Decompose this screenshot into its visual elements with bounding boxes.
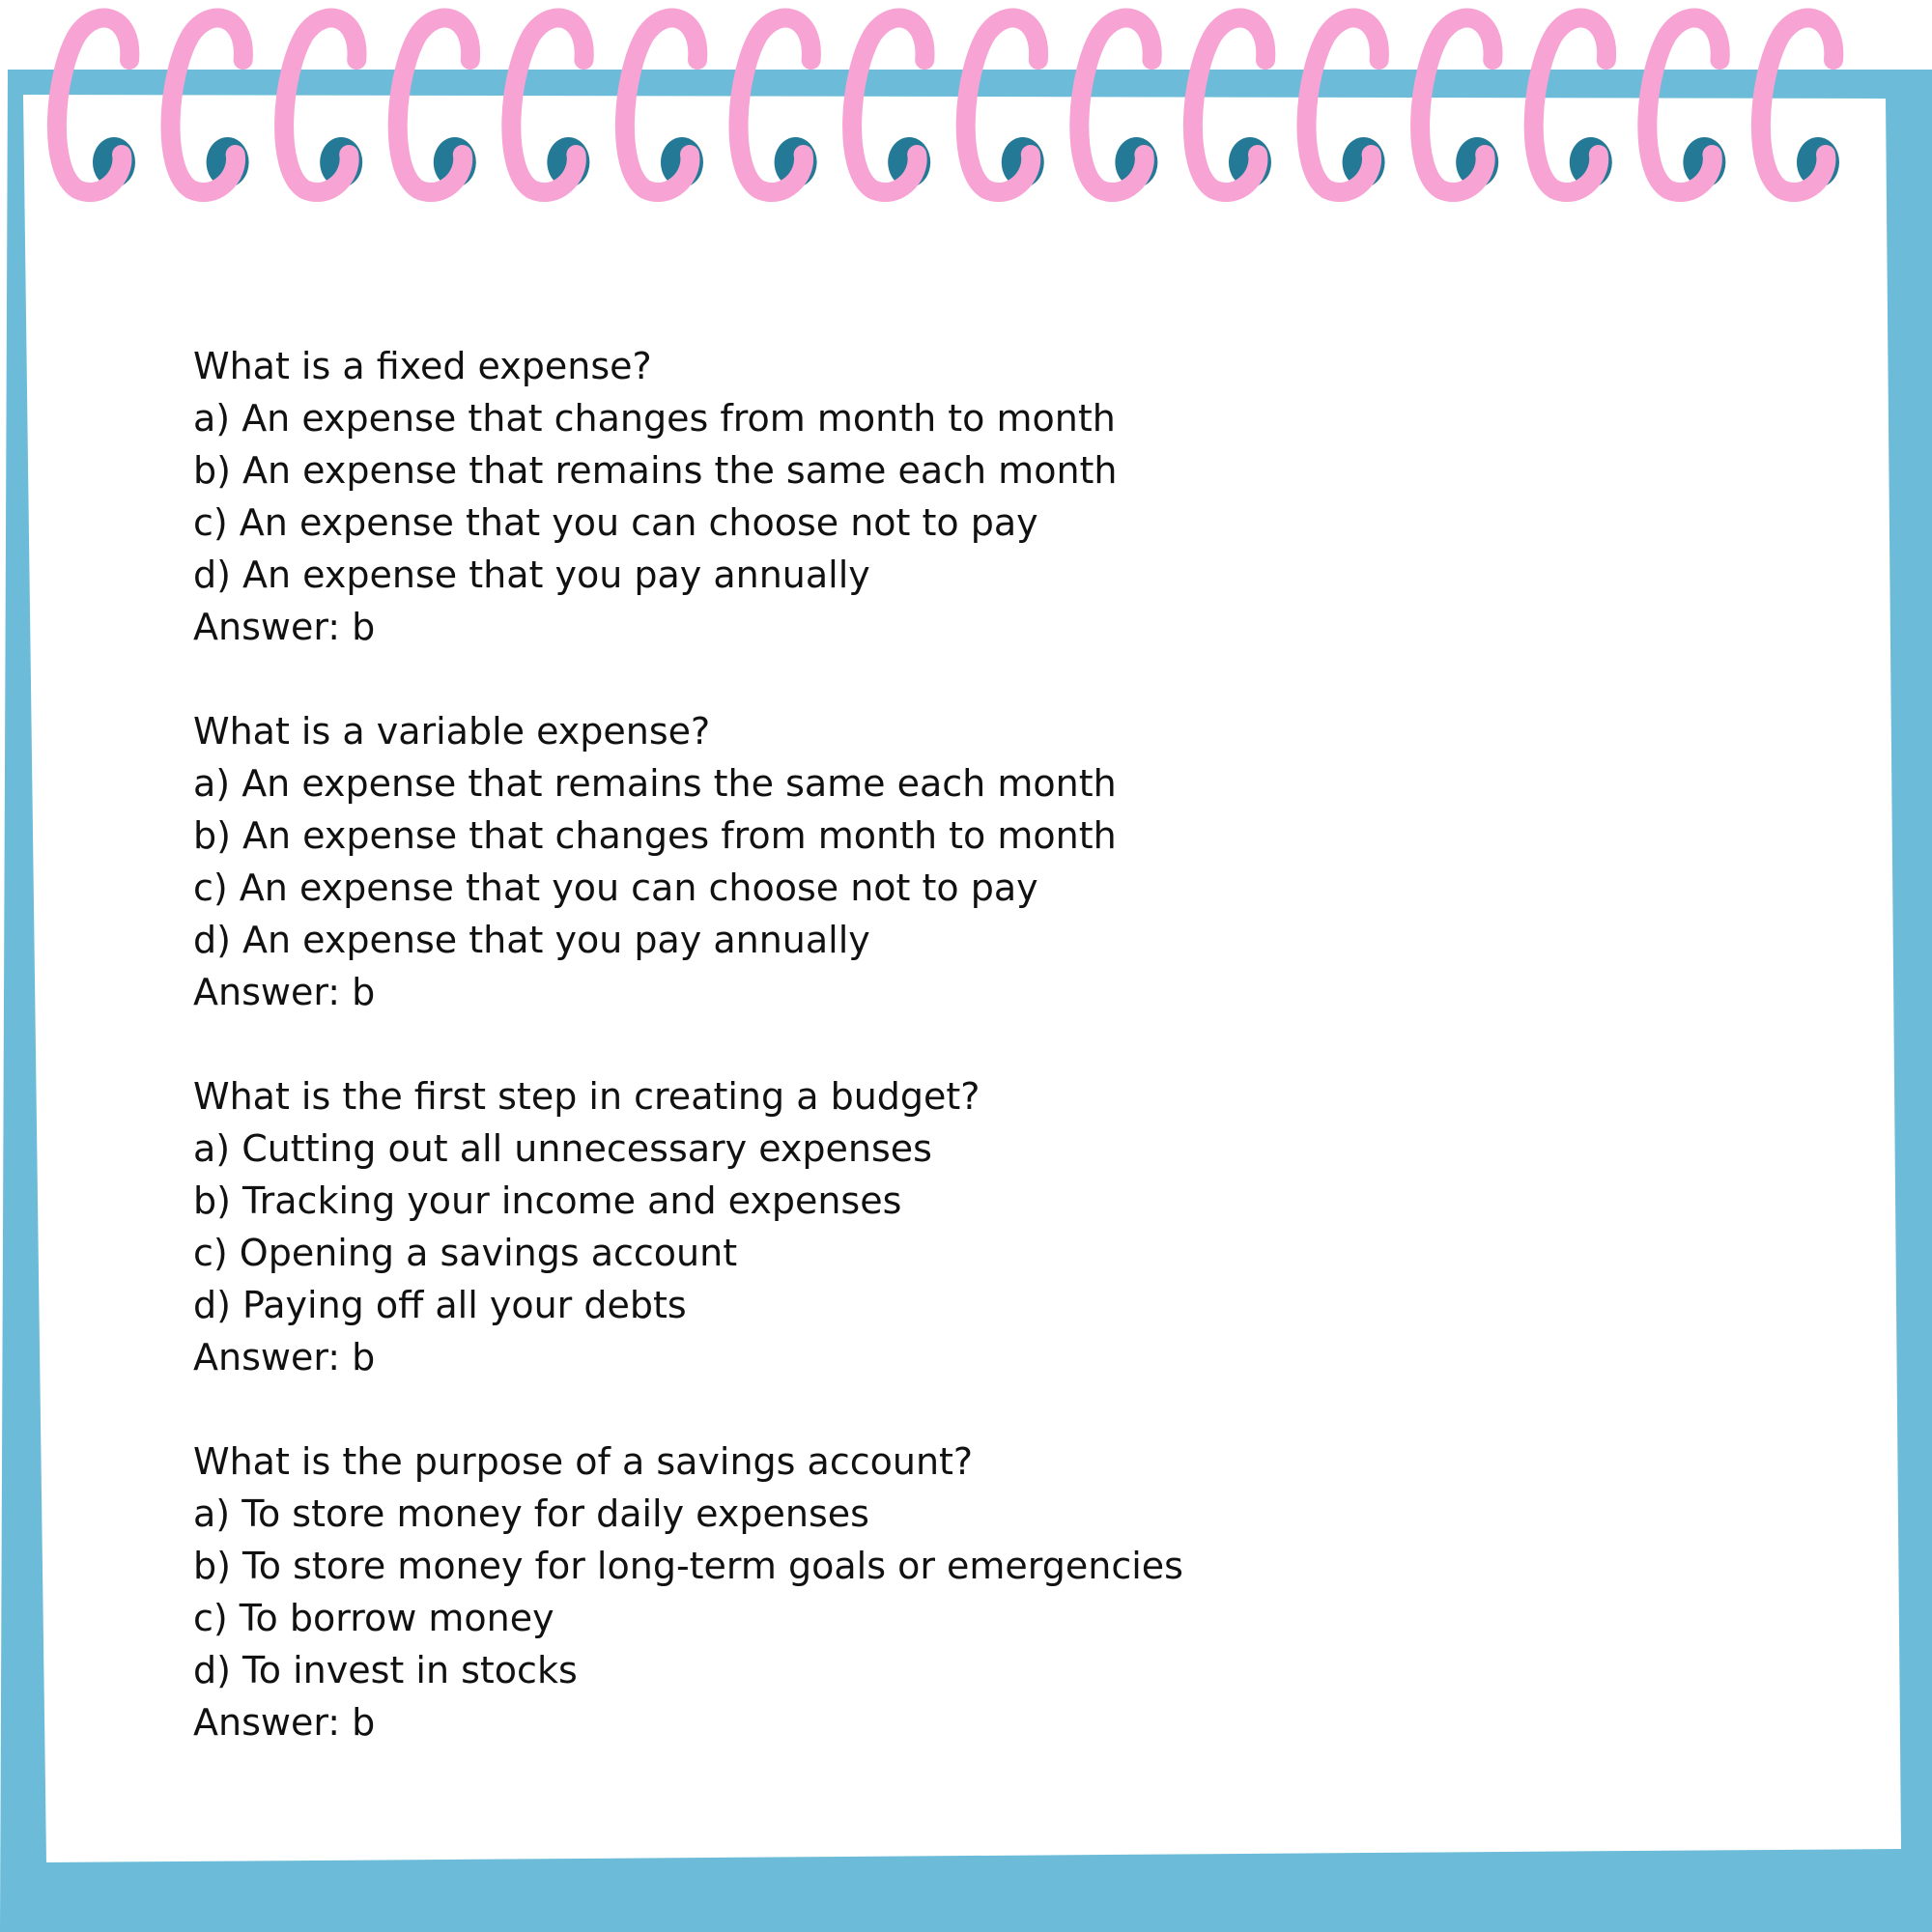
answer-option: b) Tracking your income and expenses xyxy=(193,1179,902,1222)
question-text: What is the purpose of a savings account? xyxy=(193,1440,974,1483)
answer-option: b) To store money for long-term goals or emergencies xyxy=(193,1545,1183,1587)
answer-option: a) To store money for daily expenses xyxy=(193,1492,869,1535)
answer-option: b) An expense that changes from month to month xyxy=(193,814,1117,857)
answer-key: Answer: b xyxy=(193,971,376,1013)
answer-option: b) An expense that remains the same each month xyxy=(193,449,1118,492)
answer-option: a) An expense that remains the same each month xyxy=(193,762,1117,805)
answer-option: c) To borrow money xyxy=(193,1597,554,1639)
question-text: What is a variable expense? xyxy=(193,710,711,753)
question-block xyxy=(193,1070,1642,1383)
question-text: What is the first step in creating a budget? xyxy=(193,1075,980,1118)
answer-option: c) An expense that you can choose not to pay xyxy=(193,867,1038,909)
answer-key: Answer: b xyxy=(193,606,376,648)
question-block xyxy=(193,1435,1642,1748)
answer-option: d) An expense that you pay annually xyxy=(193,554,870,596)
answer-option: a) An expense that changes from month to month xyxy=(193,397,1116,440)
answer-option: c) Opening a savings account xyxy=(193,1232,738,1274)
answer-option: d) To invest in stocks xyxy=(193,1649,578,1691)
question-text: What is a fixed expense? xyxy=(193,345,652,387)
answer-option: d) Paying off all your debts xyxy=(193,1284,687,1326)
answer-key: Answer: b xyxy=(193,1701,376,1744)
answer-option: c) An expense that you can choose not to pay xyxy=(193,501,1038,544)
question-block xyxy=(193,705,1642,1018)
answer-key: Answer: b xyxy=(193,1336,376,1378)
answer-option: d) An expense that you pay annually xyxy=(193,919,870,961)
answer-option: a) Cutting out all unnecessary expenses xyxy=(193,1127,932,1170)
quiz-content xyxy=(193,340,1642,1801)
question-block xyxy=(193,340,1642,653)
